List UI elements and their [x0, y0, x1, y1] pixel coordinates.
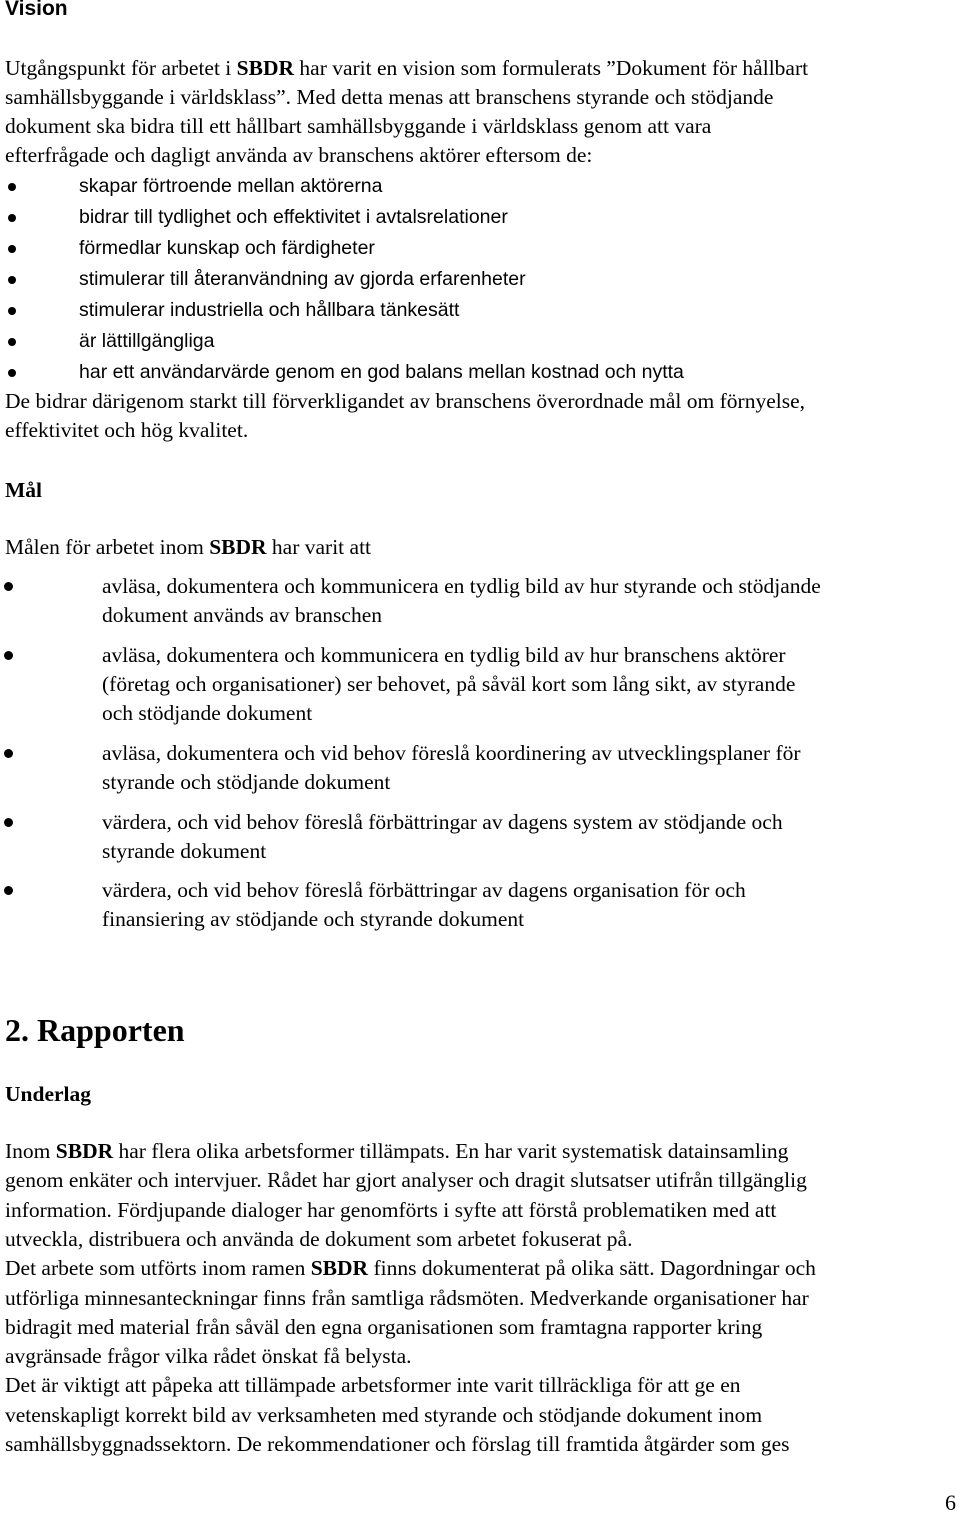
paragraph-line: samhällsbyggnadssektorn. De rekommendationer och förslag till framtida åtgärder som ges — [5, 1432, 790, 1456]
list-item-line: (företag och organisationer) ser behovet, på såväl kort som lång sikt, av styrande — [102, 672, 796, 696]
list-item-line: avläsa, dokumentera och kommunicera en tydlig bild av hur styrande och stödjande — [102, 574, 821, 598]
bullet-icon — [8, 214, 16, 222]
paragraph-line: efterfrågade och dagligt använda av branschens aktörer eftersom de: — [5, 143, 593, 167]
paragraph-line: Utgångspunkt för arbetet i SBDR har varit en vision som formulerats ”Dokument för hållbart — [5, 56, 809, 80]
paragraph-line: samhällsbyggande i världsklass”. Med detta menas att branschens styrande och stödjande — [5, 85, 774, 109]
bullet-icon — [4, 886, 13, 895]
underlag-heading: Underlag — [5, 1082, 91, 1106]
list-item-line: finansiering av stödjande och styrande dokument — [102, 907, 525, 931]
paragraph-line: Det arbete som utförts inom ramen SBDR finns dokumenterat på olika sätt. Dagordningar och — [5, 1256, 816, 1281]
bullet-icon — [8, 338, 16, 346]
list-item: stimulerar industriella och hållbara tänkesätt — [79, 299, 460, 321]
list-item-line: värdera, och vid behov föreslå förbättringar av dagens system av stödjande och — [102, 810, 783, 834]
mal-heading: Mål — [5, 478, 43, 502]
list-item: stimulerar till återanvändning av gjorda erfarenheter — [79, 268, 526, 290]
paragraph-line: De bidrar därigenom starkt till förverkligandet av branschens överordnade mål om förnyelse, — [5, 389, 806, 413]
bullet-icon — [4, 651, 13, 660]
bullet-icon — [8, 369, 16, 377]
paragraph-line: genom enkäter och intervjuer. Rådet har gjort analyser och dragit slutsatser utifrån tillgänglig — [5, 1168, 807, 1193]
list-item: är lättillgängliga — [79, 330, 215, 352]
list-item-line: värdera, och vid behov föreslå förbättringar av dagens organisation för och — [102, 878, 746, 902]
paragraph-line: vetenskapligt korrekt bild av verksamheten med styrande och stödjande dokument inom — [5, 1402, 763, 1427]
bullet-icon — [8, 245, 16, 253]
paragraph-line: effektivitet och hög kvalitet. — [5, 418, 249, 442]
paragraph-line: avgränsade frågor vilka rådet önskat få belysta. — [5, 1344, 412, 1369]
list-item: förmedlar kunskap och färdigheter — [79, 237, 375, 259]
list-item-line: styrande dokument — [102, 839, 267, 863]
page-number: 6 — [945, 1490, 956, 1515]
paragraph-line: bidragit med material från såväl den egna organisationen som framtagna rapporter kring — [5, 1314, 763, 1339]
bullet-icon — [8, 307, 16, 315]
list-item-line: styrande och stödjande dokument — [102, 770, 391, 794]
vision-heading: Vision — [5, 0, 68, 20]
list-item-line: och stödjande dokument — [102, 701, 313, 725]
list-item: har ett användarvärde genom en god balans mellan kostnad och nytta — [79, 361, 684, 383]
rapporten-heading: 2. Rapporten — [5, 1012, 185, 1048]
paragraph-line: Målen för arbetet inom SBDR har varit att — [5, 535, 372, 559]
paragraph-line: utförliga minnesanteckningar finns från samtliga rådsmöten. Medverkande organisationer har — [5, 1285, 809, 1310]
list-item: skapar förtroende mellan aktörerna — [79, 175, 383, 197]
paragraph-line: Inom SBDR har flera olika arbetsformer tillämpats. En har varit systematisk datainsamling — [5, 1139, 789, 1163]
list-item-line: avläsa, dokumentera och kommunicera en tydlig bild av hur branschens aktörer — [102, 643, 786, 667]
paragraph-line: utveckla, distribuera och använda de dokument som arbetet fokuserat på. — [5, 1226, 633, 1251]
list-item: bidrar till tydlighet och effektivitet i avtalsrelationer — [79, 206, 508, 228]
paragraph-line: dokument ska bidra till ett hållbart samhällsbyggande i världsklass genom att vara — [5, 114, 712, 138]
bullet-icon — [4, 749, 13, 758]
bullet-icon — [8, 183, 16, 191]
bullet-icon — [8, 276, 16, 284]
paragraph-line: information. Fördjupande dialoger har genomförts i syfte att förstå problematiken med att — [5, 1197, 777, 1222]
bullet-icon — [4, 582, 13, 591]
paragraph-line: Det är viktigt att påpeka att tillämpade arbetsformer inte varit tillräckliga för att ge en — [5, 1373, 741, 1398]
list-item-line: avläsa, dokumentera och vid behov föreslå koordinering av utvecklingsplaner för — [102, 741, 801, 765]
list-item-line: dokument används av branschen — [102, 603, 383, 627]
bullet-icon — [4, 818, 13, 827]
